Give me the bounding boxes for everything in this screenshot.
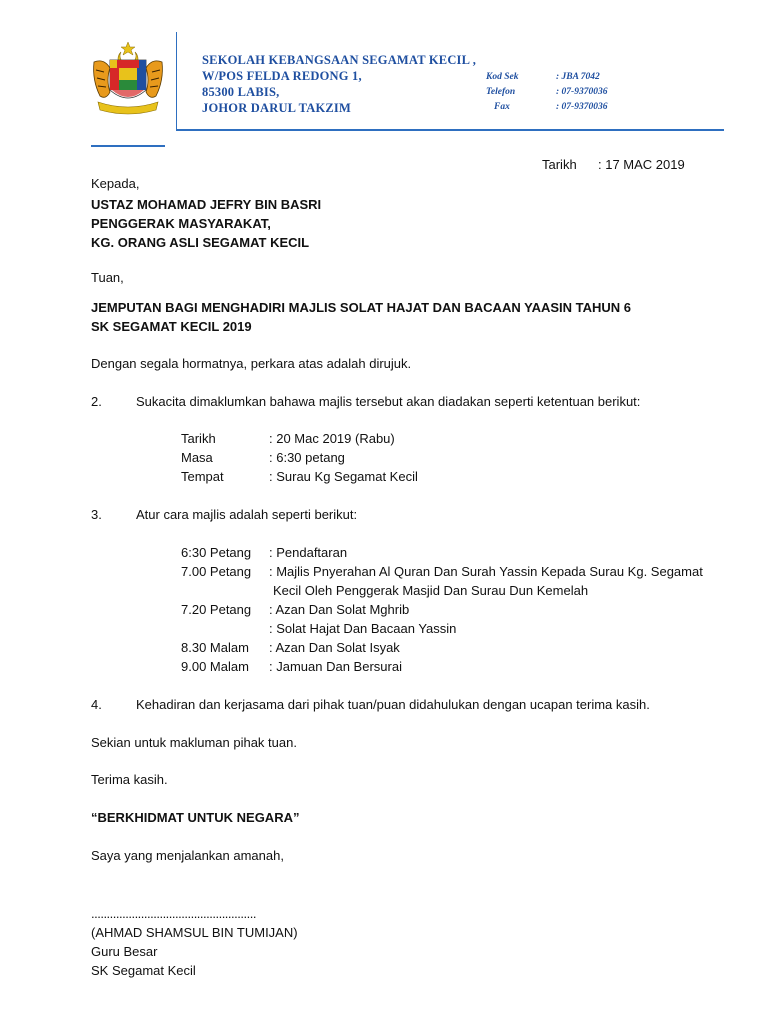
schedule-item: : Pendaftaran — [269, 545, 348, 560]
signature-dots: ..................................................... — [91, 906, 256, 921]
salutation: Tuan, — [91, 270, 124, 285]
schedule-item: : Azan Dan Solat Mghrib — [269, 602, 410, 617]
schedule-item: : Majlis Pnyerahan Al Quran Dan Surah Yassin Kepada Surau Kg. Segamat — [269, 564, 703, 579]
detail-label: Tarikh — [181, 431, 216, 446]
schedule-item: : Azan Dan Solat Isyak — [269, 640, 400, 655]
para4-text: Kehadiran dan kerjasama dari pihak tuan/puan didahulukan dengan ucapan terima kasih. — [136, 697, 650, 712]
signatory-school: SK Segamat Kecil — [91, 963, 196, 978]
detail-value: : Surau Kg Segamat Kecil — [269, 469, 418, 484]
contact-label-fax: Fax — [494, 102, 510, 112]
letterhead-rule-left — [91, 145, 165, 147]
closing-terima-kasih: Terima kasih. — [91, 772, 168, 787]
schedule-item: : Jamuan Dan Bersurai — [269, 659, 402, 674]
schedule-row — [181, 564, 703, 580]
schedule-row — [181, 602, 409, 618]
date-label: Tarikh — [542, 157, 577, 172]
address-line-1: W/POS FELDA REDONG 1, — [202, 69, 362, 83]
letterhead-rule-top — [176, 129, 724, 131]
subject-line-1: JEMPUTAN BAGI MENGHADIRI MAJLIS SOLAT HAJAT DAN BACAAN YAASIN TAHUN 6 — [91, 300, 632, 315]
schedule-time: 7.20 Petang — [181, 602, 252, 617]
detail-label: Tempat — [181, 469, 224, 484]
recipient-name: USTAZ MOHAMAD JEFRY BIN BASRI — [91, 197, 322, 212]
detail-value: : 20 Mac 2019 (Rabu) — [269, 431, 395, 446]
kepada-label: Kepada, — [91, 176, 140, 191]
schedule-time: 9.00 Malam — [181, 659, 249, 674]
schedule-row — [181, 545, 347, 561]
schedule-row — [181, 583, 588, 599]
subject-block — [91, 298, 631, 336]
schedule-row — [181, 640, 400, 656]
schedule-row — [181, 621, 456, 637]
contact-value-telefon: : 07-9370036 — [556, 87, 608, 97]
amanah-line: Saya yang menjalankan amanah, — [91, 848, 284, 863]
para3-number: 3. — [91, 507, 102, 522]
date-value: : 17 MAC 2019 — [598, 157, 685, 172]
signature-block — [91, 904, 298, 980]
motto: “BERKHIDMAT UNTUK NEGARA” — [91, 810, 300, 825]
para3-text: Atur cara majlis adalah seperti berikut: — [136, 507, 358, 522]
signatory-name: (AHMAD SHAMSUL BIN TUMIJAN) — [91, 925, 298, 940]
contact-value-fax: : 07-9370036 — [556, 102, 608, 112]
closing-sekian: Sekian untuk makluman pihak tuan. — [91, 735, 297, 750]
contact-block — [486, 70, 607, 115]
intro-paragraph: Dengan segala hormatnya, perkara atas adalah dirujuk. — [91, 356, 412, 371]
schedule-row — [181, 659, 402, 675]
contact-label-telefon: Telefon — [486, 87, 516, 97]
para2-text: Sukacita dimaklumkan bahawa majlis tersebut akan diadakan seperti ketentuan berikut: — [136, 394, 641, 409]
school-name: SEKOLAH KEBANGSAAN SEGAMAT KECIL , — [202, 53, 477, 67]
schedule-time: 6:30 Petang — [181, 545, 252, 560]
detail-row-tempat — [181, 469, 418, 485]
schedule-time: 8.30 Malam — [181, 640, 249, 655]
detail-label: Masa — [181, 450, 213, 465]
school-address — [202, 52, 476, 116]
para2-number: 2. — [91, 394, 102, 409]
letterhead-vertical-rule — [176, 32, 177, 130]
para4-number: 4. — [91, 697, 102, 712]
subject-line-2: SK SEGAMAT KECIL 2019 — [91, 319, 252, 334]
recipient-place: KG. ORANG ASLI SEGAMAT KECIL — [91, 235, 310, 250]
address-line-2: 85300 LABIS, — [202, 85, 280, 99]
detail-row-masa — [181, 450, 345, 466]
address-line-3: JOHOR DARUL TAKZIM — [202, 101, 351, 115]
detail-value: : 6:30 petang — [269, 450, 345, 465]
schedule-time: 7.00 Petang — [181, 564, 252, 579]
malaysia-coat-of-arms-icon — [88, 40, 168, 118]
contact-label-kod: Kod Sek — [486, 72, 519, 82]
signatory-title: Guru Besar — [91, 944, 158, 959]
schedule-item: Kecil Oleh Penggerak Masjid Dan Surau Dun Kemelah — [273, 583, 589, 598]
letter-date — [542, 157, 685, 172]
recipient-block — [91, 195, 321, 252]
detail-row-tarikh — [181, 431, 395, 447]
recipient-title: PENGGERAK MASYARAKAT, — [91, 216, 271, 231]
schedule-item: : Solat Hajat Dan Bacaan Yassin — [269, 621, 457, 636]
contact-value-kod: : JBA 7042 — [556, 72, 600, 82]
